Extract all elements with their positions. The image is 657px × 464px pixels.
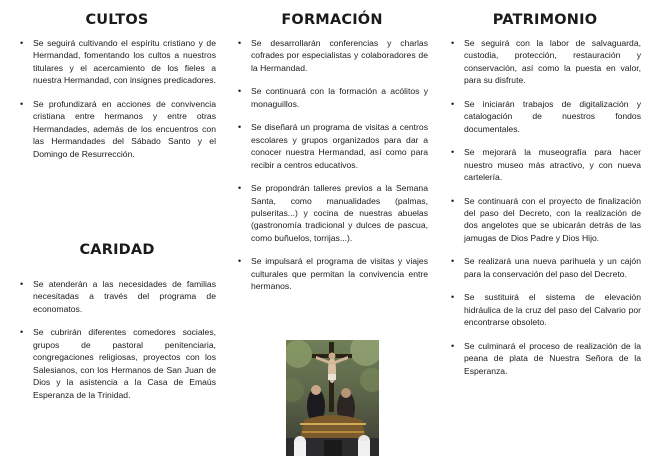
list-item: • Se sustituirá el sistema de elevación hidráulica de la cruz del paso del Calvario por encontrarse obsoleto. [449, 291, 641, 328]
formacion-title: FORMACIÓN [281, 12, 383, 28]
list-item: • Se seguirá con la labor de salvaguarda, custodia, protección, restauración y conservación, así como la puesta en valor, para su disfrute. [449, 37, 641, 87]
list-item: • Se realizará una nueva parihuela y un cajón para la conservación del paso del Decreto. [449, 255, 641, 280]
list-item: • Se diseñará un programa de visitas a centros escolares y grupos organizados para dar a conocer nuestra Hermandad, así como para recibir a centros educativos. [236, 121, 428, 171]
crucifix-procession-photo [286, 340, 379, 456]
cultos-list [18, 37, 216, 171]
list-item: • Se iniciarán trabajos de digitalización y catalogación de nuestros fondos documentales. [449, 98, 641, 135]
list-item: • Se culminará el proceso de realización de la peana de plata de Nuestra Señora de la Esperanza. [449, 340, 641, 377]
list-item: • Se seguirá cultivando el espíritu cristiano y de Hermandad, fomentando los cultos a nuestros titulares y el acercamiento de los fieles a nuestra Hermandad, con insignes predicadores. [18, 37, 216, 87]
list-item: • Se cubrirán diferentes comedores sociales, grupos de pastoral penitenciaria, congregaciones religiosas, proyectos con los Salesianos, con los Hermanos de San Juan de Dios y la asistencia a la Casa de Emaús Esperanza de la Trinidad. [18, 326, 216, 401]
caridad-title: CARIDAD [79, 242, 155, 258]
list-item: • Se mejorará la museografía para hacer nuestro museo más atractivo, y con nueva cartelería. [449, 146, 641, 183]
list-item: • Se profundizará en acciones de convivencia cristiana entre hermanos y entre otras Hermandades, además de los encuentros con las Hermandades del Sábado Santo y el Domingo de Resurrección. [18, 98, 216, 160]
patrimonio-title: PATRIMONIO [492, 12, 598, 28]
list-item: • Se continuará con la formación a acólitos y monaguillos. [236, 85, 428, 110]
list-item: • Se impulsará el programa de visitas y viajes culturales que permitan la convivencia entre hermanos. [236, 255, 428, 292]
formacion-list [236, 37, 428, 304]
list-item: • Se desarrollarán conferencias y charlas cofrades por especialistas y colaboradores de la Hermandad. [236, 37, 428, 74]
caridad-list [18, 278, 216, 412]
cultos-title: CULTOS [85, 12, 149, 28]
list-item: • Se atenderán a las necesidades de familias necesitadas a través del programa de economatos. [18, 278, 216, 315]
list-item: • Se continuará con el proyecto de finalización del paso del Decreto, con la realización de dos angelotes que se ubicarán detrás de las jamugas de Dios Padre y Dios Hijo. [449, 195, 641, 245]
patrimonio-list [449, 37, 641, 388]
list-item: • Se propondrán talleres previos a la Semana Santa, como manualidades (palmas, pulseritas...) y cocina de nuestras abuelas (gastronomía tradicional y dulces de pascua, como buñuelos, torrijas...). [236, 182, 428, 244]
